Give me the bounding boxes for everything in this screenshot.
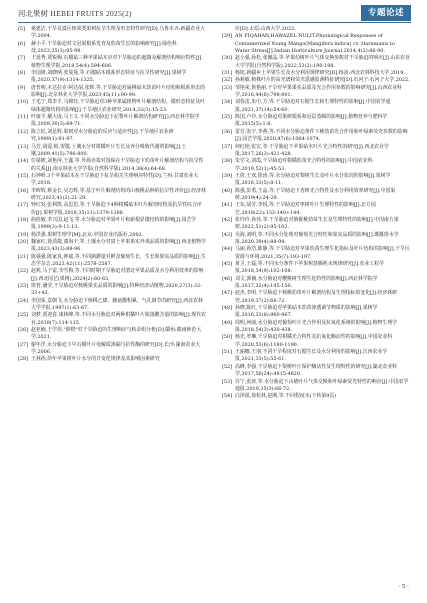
reference-text: 张玲玲,孙伟,等.干旱胁迫对猕猴桃幼苗生长及生理特性的影响[J].中国南方果树,2022,51(2):95-102.	[235, 216, 399, 231]
reference-entry	[222, 144, 410, 159]
reference-number: [45]	[222, 261, 233, 267]
reference-entry	[222, 55, 410, 70]
reference-entry	[18, 55, 206, 70]
reference-number: [20]	[18, 238, 29, 245]
reference-number: [26]	[18, 327, 29, 334]
reference-text: 邹艳荣,鲁艳丽,干旱对苹果果实品质及光合作用参数的影响研究[J].山西农业科学,2016,44(6):798-801.	[235, 84, 402, 99]
reference-entry	[222, 85, 410, 100]
reference-number: [39]	[222, 172, 233, 179]
reference-number: [52]	[222, 363, 233, 370]
reference-number: [31]	[222, 70, 233, 77]
reference-text: 桑建洁,干旱荒漠区核果类果树抗旱生理及形态特性研究[D].乌鲁木齐:新疆农业大学,2004.	[31, 26, 205, 40]
reference-entry	[18, 254, 206, 269]
reference-number: [29]	[222, 33, 233, 40]
reference-entry	[18, 99, 206, 114]
reference-text: AN FIQAHAN,HAWAZEL NULIT.Physiological Responses of Containerized Young Mango(Mangifera indica) cv. Harumanis to Water Stress[J].Indian Horticulture Journal,2014,4(2):86-90.	[235, 33, 395, 55]
reference-number: [10]	[18, 99, 29, 106]
reference-text: 王丽娜,王朋,不同干旱程度对石榴生长及水分利用的影响[J].江西农业学报,2021,33(5):55-61.	[235, 349, 388, 363]
reference-entry	[18, 26, 206, 41]
reference-entry	[222, 379, 410, 394]
reference-number: [49]	[222, 319, 233, 326]
reference-entry	[18, 202, 206, 217]
reference-text: 赵亚楠,王学伟,"脐橙"对干旱胁迫的生理响应与转录组分析[D].赣州:赣南师范大学,2021.	[31, 327, 202, 341]
reference-text: 曲桂敏,李兴国,赵飞,等.水分胁迫对苹果叶片和新根显微结构的影响[J].园艺学报,1999(3):9-11-13.	[31, 216, 197, 231]
reference-entry	[18, 114, 206, 129]
reference-number: [32]	[222, 77, 233, 84]
reference-text: 陈国,卢玲,水分胁迫对果树根系和冠层蒸腾的影响[J].植物营养与肥料学报,2015(5):1-8.	[235, 114, 388, 128]
reference-entry	[18, 129, 206, 144]
reference-entry	[222, 26, 410, 33]
reference-number: [42]	[222, 216, 233, 223]
reference-entry	[18, 70, 206, 85]
references-left-column	[18, 26, 206, 364]
reference-entry	[222, 129, 410, 144]
reference-entry	[18, 144, 206, 159]
reference-entry	[18, 268, 206, 283]
reference-number: [48]	[222, 305, 233, 312]
reference-text: 赫小平.干旱胁迫对文冠果根系发育及幼苗生长的影响研究[J].绿色科技,2023,25(3):95-98.	[31, 40, 177, 55]
reference-number: [34]	[222, 99, 233, 106]
reference-number: [7]	[18, 55, 25, 62]
reference-entry	[222, 217, 410, 232]
reference-number: [23]	[18, 283, 29, 290]
reference-entry	[222, 77, 410, 84]
reference-number: [22]	[18, 268, 29, 275]
reference-number: [24]	[18, 297, 29, 304]
reference-number: [6]	[18, 40, 25, 47]
reference-entry	[18, 173, 206, 188]
reference-number: [33]	[222, 84, 233, 91]
reference-number: [51]	[222, 349, 233, 356]
reference-number: [12]	[18, 128, 29, 135]
journal-name	[18, 8, 132, 19]
reference-number: [14]	[18, 158, 29, 165]
reference-entry	[222, 246, 410, 261]
reference-number: [9]	[18, 84, 25, 91]
reference-number: [17]	[18, 202, 29, 209]
reference-entry	[18, 312, 206, 327]
reference-text: 陈强强,陈家真,钟斌,等.不同滴灌量对鲜食葡萄生长、生长和果实品质的影响[J].生态学杂志,2023,42(11):2578-2587.	[31, 253, 206, 267]
reference-text: 王倩,王欢,徐涛,等.水分胁迫对梨树生长及叶片水分状况的影响[J].果树学报,2016,33(5):8-11.	[235, 172, 391, 187]
reference-number: [47]	[222, 290, 233, 297]
reference-text: 杨旭.新疆乡土苹果生长及水分利用规律研究[D].杨凌:西北农林科技大学,2019.	[235, 70, 405, 77]
reference-text: 赵小强,孙松,张佩晶,等.苹果幼树叶片气体交换参数对干旱胁迫的响应[J].山东农业大学学报(自然科学版),2022,53(2):190-198.	[235, 55, 410, 69]
reference-text: 刘文,郭楠,水分胁迫对樱桃树生理生化特性的影响[J].西北林学院学报,2017,32(4):145-150.	[235, 275, 378, 290]
reference-text: 陈强,彭勇,王晶,等.干旱胁迫下杏树光合特性及水分利用效率研究[J].中国果树,2019(4):24-29.	[235, 187, 396, 201]
reference-text: 王毛宁,郑李平,马锦钰,干旱胁迫对3种苹果属植物叶片解剖结构、微形态特征及叶绿体超微结构的影响[J].干旱地区农业研究,2014,32(3):15-23.	[31, 99, 206, 113]
reference-entry	[222, 320, 410, 335]
reference-entry	[222, 202, 410, 217]
reference-text: 白泽福,徐松林,赵刚,等.不同程度水(下转第9页)	[235, 393, 337, 400]
reference-number: [54]	[222, 393, 233, 400]
reference-entry	[18, 41, 206, 56]
reference-number: [15]	[18, 172, 29, 179]
reference-entry	[222, 261, 410, 276]
reference-entry	[222, 232, 410, 247]
reference-text: 王林孙,幼年苹果树叶片水分的日变化规律及其影响因素研究	[31, 356, 160, 363]
reference-text: 雷芳,张宇,李燕,等.不同水分胁迫条件下桃幼苗光合作用和叶绿素荧光参数的影响[J].园艺学报,2020,47(6):1064-1074.	[235, 128, 408, 143]
reference-entry	[222, 99, 410, 114]
reference-entry	[222, 276, 410, 291]
reference-entry	[222, 393, 410, 400]
reference-number: [18]	[18, 216, 29, 223]
reference-text: 魏家红,徐劲捷,漆海丰,等.土壤水分对富士苹果果实外观品质的影响[J].西北植物学报,2023,43(3):88-96.	[31, 238, 206, 253]
reference-number: [37]	[222, 143, 233, 150]
reference-entry	[18, 188, 206, 203]
page-number: · 5 ·	[398, 583, 409, 590]
reference-number: [19]	[18, 231, 29, 238]
journal-name-en: HEBEI FRUITS 2025(2)	[50, 9, 132, 18]
reference-entry	[18, 283, 206, 298]
reference-entry	[18, 217, 206, 232]
reference-text: 孙莉敏.植株叶片的高光谱和荧光遥感监测特征研究[D].石河子:石河子大学,2022.	[235, 77, 410, 84]
reference-text: 谢年洋,水分胁迫下早石榴叶片电解质渗漏与抗性酶的研究[D].长沙:湖南农业大学,2006.	[31, 341, 200, 356]
reference-number: [36]	[222, 128, 233, 135]
reference-entry	[222, 334, 410, 349]
reference-text: 应[D].太原:山西大学,2022.	[235, 26, 296, 32]
reference-number: [41]	[222, 202, 233, 209]
reference-text: 马芳,胡爱,韩,贺敬.土壤水分对柑橘叶片生长及养分吸收代谢的影响[J].土壤,2009,41(5):796-800.	[31, 143, 187, 157]
reference-text: 刘梦,贾迎春,康林峰,等.不同水分胁迫对两种柑橘叶片脱落酸含量的影响[J].现代农业,2018(7):114-115.	[31, 312, 206, 326]
reference-text: 何红艳,张宏,等.干旱胁迫下苹果砧木叶片光合特性的研究[J].西北农业学报,2017,26(3):421-428.	[235, 143, 389, 157]
reference-entry	[222, 188, 410, 203]
reference-number: [50]	[222, 334, 233, 341]
reference-text: 李国荣,景朝飞,水分胁迫下核桃乙烯、脯氨酸积累、气孔调节的研究[J].西北农林大学学报,1997(1):63-67.	[31, 297, 203, 312]
reference-entry	[18, 327, 206, 342]
reference-entry	[222, 158, 410, 173]
reference-number: [40]	[222, 187, 233, 194]
reference-text: 陈立松,刘星辉.果树对水分胁迫的反应与适应性[J].干旱地区农业研究,1999(1):91-97.	[31, 128, 174, 143]
reference-text: 周明,何丽,水分胁迫对葡萄叶片光合作用及抗氧化系统的影响[J].植物生理学报,2018,54(3):430-438.	[235, 319, 398, 334]
reference-entry	[222, 305, 410, 320]
reference-number: [11]	[18, 114, 29, 121]
references-right-column	[222, 26, 410, 401]
reference-entry	[222, 173, 410, 188]
reference-text: 石钟岭.3个苹果砧木在干旱胁迫下抗旱相关生理响应特性[D].兰州:甘肃农业大学,2018.	[31, 172, 199, 187]
reference-number: [38]	[222, 158, 233, 165]
reference-entry	[18, 85, 206, 100]
reference-text: 唐普明,木达拉克·阿达胡,张辉,等.干旱胁迫对扁桃砧木幼苗叶片结构和根系形态的影响[J].北京林业大学学报,2023,45(11):90-99.	[31, 84, 206, 99]
reference-text: 徐普,潘莹,干旱胁迫对核桃果实品质的影响[J].特种经济动植物,2020,27(3):32-33+43.	[31, 283, 202, 297]
reference-number: [25]	[18, 312, 29, 319]
reference-number: [8]	[18, 70, 25, 77]
reference-text: 孙晓,陈红,干旱胁迫对苹果砧木幼苗渗透调节物质的影响[J].果树学报,2016,33(8):960-967.	[235, 305, 378, 319]
reference-number: [16]	[18, 187, 29, 194]
reference-text: 叶康平,戴大成,马玉文.不同水分胁迫下泥梨叶片解剖结构研究[J].西北林学院学报,2009,30(3):69-71.	[31, 114, 200, 128]
reference-number: [28]	[18, 356, 29, 363]
reference-number: [5]	[18, 26, 25, 32]
reference-entry	[18, 298, 206, 313]
reference-text: 黄卫,王磊,等.不同水分条件下苹果树蒸腾耗水规律研究[J].农业工程学报,2018,34(9):102-108.	[235, 261, 384, 275]
journal-name-cn: 河北果树	[18, 9, 48, 18]
reference-text: 杨洪强.果树生理学[M].北京:中国农业出版社,2002.	[31, 231, 144, 238]
reference-text: 高峰,李强,干旱胁迫下梨树叶片保护酶活性及生理特性的研究[J].湖北农业科学,2017,56(24):4815-4820.	[235, 363, 398, 378]
reference-number: [44]	[222, 246, 233, 253]
reference-entry	[18, 342, 206, 357]
reference-number: [43]	[222, 231, 233, 238]
reference-number: [30]	[222, 55, 233, 62]
reference-text: 赵杰,李明,干旱胁迫下核桃幼苗叶片解剖结构及生理指标的变化[J].经济林研究,2019,37(2):66-72.	[235, 290, 398, 304]
reference-entry	[222, 349, 410, 364]
reference-text: 朱学文,刘霞,干旱胁迫对柑橘幼苗光合特性的影响[J].中国农业科学,2019,52(1):45-53.	[235, 158, 373, 172]
reference-text: 李晖辉,蔡金长,吴志辉,等.基于叶片解剖结构的山核桃品种的抗旱性评价[J].经济林研究,2023,41(2):21-29.	[31, 187, 206, 201]
reference-number: [27]	[18, 341, 29, 348]
section-tag: 专题论述	[361, 5, 411, 21]
reference-entry	[18, 239, 206, 254]
reference-entry	[222, 290, 410, 305]
reference-entry	[222, 114, 410, 129]
reference-number: [53]	[222, 378, 233, 385]
reference-entry	[18, 232, 206, 239]
reference-text: 任婧媛,刘艳萍,王鑫,等.外源赤霉对湿保在干旱胁迫下幼苗叶片解剖结构与抗旱性的关系[J].南京林业大学学报(自然科学版),2014,38(4):64-68.	[31, 158, 204, 172]
reference-entry	[18, 158, 206, 173]
reference-text: 刘春雷,朱中,方,等.干旱胁迫对石榴生长和生理特性的影响[J].中国农学通报,2021,37(14):54-60.	[235, 99, 391, 113]
header-rule	[18, 22, 411, 23]
reference-text: 吴海,刘明,等.不同水分处理对葡萄光合特性和果实品质的影响[J].灌溉排水学报,2020,39(4):88-94.	[235, 231, 399, 245]
reference-text: 赵莉,马子雷,李雪梅,等.不同时期干旱胁迫对渭北苹果品质及水分利用效率的影响[J].西北园艺(果树),2024(2):60-63.	[31, 268, 204, 282]
reference-text: 马丽,孙浩,陈静,等.干旱胁迫对苹果幼苗生理生化指标及叶片结构的影响[J].干旱区资源与环境,2021,35(7):193-197.	[235, 246, 410, 260]
reference-entry	[18, 356, 206, 363]
reference-text: 许宁,张涛,等.水分胁迫下山楂叶片气体交换和叶绿素荧光特性的响应[J].中国农学通报,2019,35(3):66-72.	[235, 378, 409, 392]
reference-text: 钟红发,张利凯,高思思,等.干旱胁迫下4种柑橘砧木叶片解剖结构及抗旱性综合评价[J].果树学报,2018,35(11):1379-1388.	[31, 202, 202, 216]
reference-number: [13]	[18, 143, 29, 150]
reference-number: [46]	[222, 275, 233, 282]
reference-text: 王延秀,贾锐梅.石榴砧三种苹果砧木应对干旱胁迫的超微及解剖结构响应特性[J].植物生理学报,2018,54(4):594-606.	[31, 55, 203, 69]
reference-text: 杨光,罗琳,干旱胁迫对柑橘光合特性及抗氧化酶活性的影响[J].中国农业科学,2020,53(6):1180-1190.	[235, 334, 393, 348]
reference-entry	[222, 364, 410, 379]
reference-text: 李国锋,刘晓纳,张曼曼,等.石榴砧木根系形态特征与抗旱性研究[J].果树学报,2020,37(9):1314-1325.	[31, 70, 187, 84]
reference-text: 王东,胡芳,李悦,等.干旱胁迫对枣树叶片生理特性的影响[J].北方园艺,2018(22):133-140+144.	[235, 202, 376, 216]
reference-number: [35]	[222, 114, 233, 121]
reference-number: [21]	[18, 253, 29, 260]
reference-entry	[222, 33, 410, 55]
